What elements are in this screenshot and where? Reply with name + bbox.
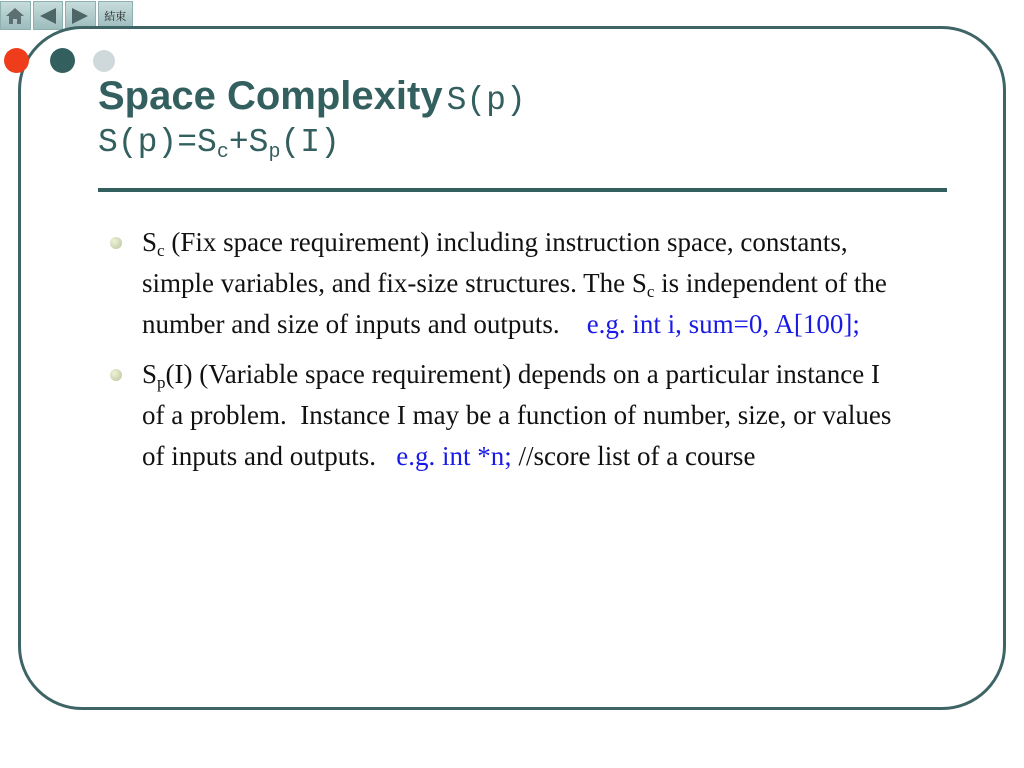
bullet-text-2: is independent of the number and size of inputs and outputs. — [142, 268, 894, 339]
triangle-left-icon — [37, 6, 59, 26]
bullet-item-sp — [104, 354, 904, 477]
home-button[interactable] — [0, 1, 31, 30]
end-show-button[interactable]: 結束 — [98, 1, 133, 30]
bullet-dot-icon — [110, 237, 122, 249]
bullet-text-1: (Fix space requirement) including instruction space, constants, simple variables, and fix-size structures. The S — [142, 227, 848, 298]
bullet-lead-sub: p — [157, 373, 166, 392]
title-formula — [98, 120, 958, 166]
formula-suffix: (I) — [280, 124, 340, 161]
slide-title — [98, 72, 958, 166]
bullet-example: e.g. int *n; — [396, 441, 512, 471]
previous-slide-button[interactable] — [33, 1, 64, 30]
decorative-red-dot — [4, 48, 29, 73]
bullet-lead: S — [142, 227, 158, 257]
bullet-text-sub: c — [646, 282, 655, 301]
title-main-text: Space Complexity — [98, 74, 443, 118]
bullet-list — [104, 222, 904, 486]
title-mono-text: S(p) — [446, 82, 526, 119]
formula-sub-p: p — [268, 141, 281, 164]
bullet-text-1: (I) (Variable space requirement) depends on a particular instance I of a problem. Instance I may be a function of number, size, or values of inputs and outputs. — [142, 359, 899, 471]
bullet-lead-sub: c — [157, 241, 165, 260]
bullet-item-sc — [104, 222, 904, 345]
formula-prefix: S(p)=S — [98, 124, 217, 161]
formula-plus: +S — [228, 124, 269, 161]
triangle-right-icon — [69, 6, 91, 26]
bullet-lead: S — [142, 359, 158, 389]
formula-sub-c: c — [216, 141, 229, 164]
bullet-dot-icon — [110, 369, 122, 381]
decorative-grey-dot — [93, 50, 115, 72]
title-divider — [98, 188, 947, 192]
title-line-1 — [98, 72, 958, 120]
decorative-teal-dot — [50, 48, 75, 73]
home-icon — [4, 6, 26, 26]
bullet-example: e.g. int i, sum=0, A[100]; — [586, 309, 860, 339]
bullet-tail: //score list of a course — [511, 441, 756, 471]
